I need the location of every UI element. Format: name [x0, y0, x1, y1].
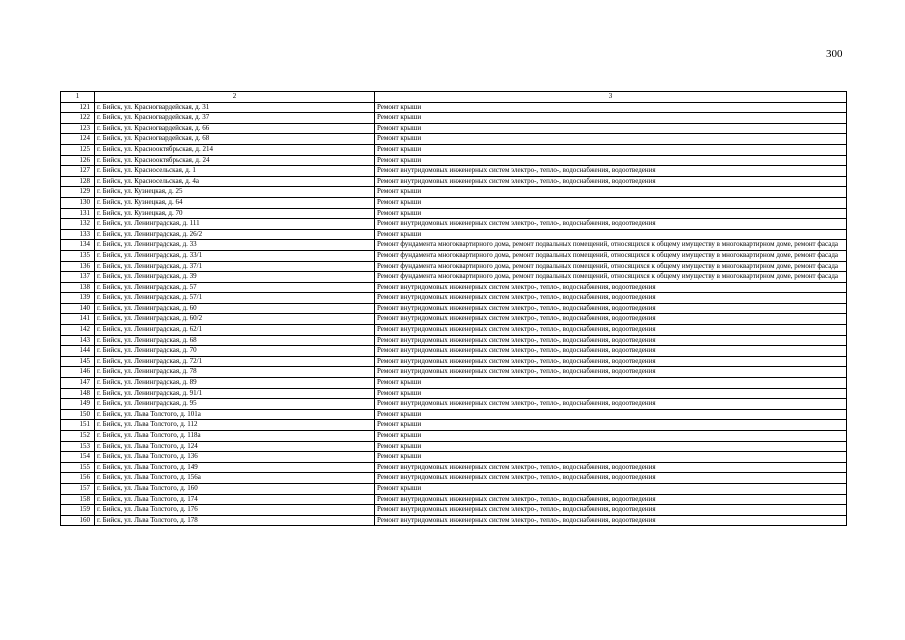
address-cell: г. Бийск, ул. Ленинградская, д. 33 — [95, 240, 375, 251]
table-row — [61, 325, 847, 336]
row-number-cell: 139 — [61, 293, 95, 304]
work-type-cell: Ремонт фундамента многоквартирного дома, ремонт подвальных помещений, относящихся к общему имуществу в многоквартирном доме, ремонт фасада — [375, 250, 847, 261]
row-number-cell: 133 — [61, 229, 95, 240]
header-row — [61, 92, 847, 103]
table-row — [61, 208, 847, 219]
page-number: 300 — [826, 48, 843, 60]
work-type-cell: Ремонт внутридомовых инженерных систем электро-, тепло-, водоснабжения, водоотведения — [375, 282, 847, 293]
work-type-cell: Ремонт крыши — [375, 452, 847, 463]
table-row — [61, 166, 847, 177]
address-cell: г. Бийск, ул. Ленинградская, д. 70 — [95, 346, 375, 357]
table-row — [61, 155, 847, 166]
table-row — [61, 303, 847, 314]
row-number-cell: 137 — [61, 272, 95, 283]
table-row — [61, 420, 847, 431]
address-cell: г. Бийск, ул. Льва Толстого, д. 160 — [95, 483, 375, 494]
row-number-cell: 160 — [61, 515, 95, 526]
work-type-cell: Ремонт внутридомовых инженерных систем электро-, тепло-, водоснабжения, водоотведения — [375, 505, 847, 516]
table-row — [61, 473, 847, 484]
work-type-cell: Ремонт фундамента многоквартирного дома, ремонт подвальных помещений, относящихся к общему имуществу в многоквартирном доме, ремонт фасада — [375, 240, 847, 251]
row-number-cell: 123 — [61, 123, 95, 134]
table-row — [61, 399, 847, 410]
table-row — [61, 144, 847, 155]
row-number-cell: 140 — [61, 303, 95, 314]
row-number-cell: 155 — [61, 462, 95, 473]
table-row — [61, 388, 847, 399]
address-cell: г. Бийск, ул. Красносельская, д. 1 — [95, 166, 375, 177]
table-row — [61, 219, 847, 230]
work-type-cell: Ремонт крыши — [375, 113, 847, 124]
row-number-cell: 146 — [61, 367, 95, 378]
table-row — [61, 282, 847, 293]
table-row — [61, 483, 847, 494]
table-row — [61, 134, 847, 145]
row-number-cell: 153 — [61, 441, 95, 452]
address-cell: г. Бийск, ул. Ленинградская, д. 60/2 — [95, 314, 375, 325]
row-number-cell: 132 — [61, 219, 95, 230]
row-number-cell: 145 — [61, 356, 95, 367]
work-type-cell: Ремонт внутридомовых инженерных систем электро-, тепло-, водоснабжения, водоотведения — [375, 303, 847, 314]
address-cell: г. Бийск, ул. Ленинградская, д. 26/2 — [95, 229, 375, 240]
table-row — [61, 505, 847, 516]
address-cell: г. Бийск, ул. Красносельская, д. 4а — [95, 176, 375, 187]
work-type-cell: Ремонт крыши — [375, 197, 847, 208]
address-cell: г. Бийск, ул. Ленинградская, д. 78 — [95, 367, 375, 378]
table-row — [61, 102, 847, 113]
table-row — [61, 441, 847, 452]
table-row — [61, 197, 847, 208]
row-number-cell: 141 — [61, 314, 95, 325]
row-number-cell: 149 — [61, 399, 95, 410]
work-type-cell: Ремонт внутридомовых инженерных систем электро-, тепло-, водоснабжения, водоотведения — [375, 346, 847, 357]
table-row — [61, 452, 847, 463]
table-row — [61, 240, 847, 251]
work-type-cell: Ремонт крыши — [375, 208, 847, 219]
row-number-cell: 147 — [61, 378, 95, 389]
row-number-cell: 138 — [61, 282, 95, 293]
address-cell: г. Бийск, ул. Ленинградская, д. 95 — [95, 399, 375, 410]
row-number-cell: 122 — [61, 113, 95, 124]
address-cell: г. Бийск, ул. Льва Толстого, д. 112 — [95, 420, 375, 431]
address-cell: г. Бийск, ул. Ленинградская, д. 62/1 — [95, 325, 375, 336]
header-col-number: 1 — [61, 92, 95, 103]
row-number-cell: 128 — [61, 176, 95, 187]
row-number-cell: 152 — [61, 431, 95, 442]
address-cell: г. Бийск, ул. Ленинградская, д. 33/1 — [95, 250, 375, 261]
work-type-cell: Ремонт внутридомовых инженерных систем электро-, тепло-, водоснабжения, водоотведения — [375, 515, 847, 526]
row-number-cell: 143 — [61, 335, 95, 346]
table-row — [61, 431, 847, 442]
table-row — [61, 494, 847, 505]
address-cell: г. Бийск, ул. Ленинградская, д. 68 — [95, 335, 375, 346]
table-row — [61, 229, 847, 240]
work-type-cell: Ремонт крыши — [375, 431, 847, 442]
work-type-cell: Ремонт внутридомовых инженерных систем электро-, тепло-, водоснабжения, водоотведения — [375, 335, 847, 346]
table-row — [61, 176, 847, 187]
table-row — [61, 261, 847, 272]
work-type-cell: Ремонт внутридомовых инженерных систем электро-, тепло-, водоснабжения, водоотведения — [375, 367, 847, 378]
row-number-cell: 124 — [61, 134, 95, 145]
address-cell: г. Бийск, ул. Ленинградская, д. 57/1 — [95, 293, 375, 304]
header-col-address: 2 — [95, 92, 375, 103]
address-cell: г. Бийск, ул. Красногвардейская, д. 68 — [95, 134, 375, 145]
row-number-cell: 142 — [61, 325, 95, 336]
row-number-cell: 156 — [61, 473, 95, 484]
address-cell: г. Бийск, ул. Льва Толстого, д. 118а — [95, 431, 375, 442]
work-type-cell: Ремонт фундамента многоквартирного дома, ремонт подвальных помещений, относящихся к общему имуществу в многоквартирном доме, ремонт фасада — [375, 261, 847, 272]
work-type-cell: Ремонт крыши — [375, 483, 847, 494]
row-number-cell: 154 — [61, 452, 95, 463]
row-number-cell: 131 — [61, 208, 95, 219]
address-cell: г. Бийск, ул. Кузнецкая, д. 64 — [95, 197, 375, 208]
address-cell: г. Бийск, ул. Льва Толстого, д. 136 — [95, 452, 375, 463]
work-type-cell: Ремонт внутридомовых инженерных систем электро-, тепло-, водоснабжения, водоотведения — [375, 462, 847, 473]
address-cell: г. Бийск, ул. Красногвардейская, д. 37 — [95, 113, 375, 124]
work-type-cell: Ремонт крыши — [375, 378, 847, 389]
address-cell: г. Бийск, ул. Краснооктябрьская, д. 24 — [95, 155, 375, 166]
work-type-cell: Ремонт внутридомовых инженерных систем электро-, тепло-, водоснабжения, водоотведения — [375, 219, 847, 230]
row-number-cell: 136 — [61, 261, 95, 272]
work-type-cell: Ремонт внутридомовых инженерных систем электро-, тепло-, водоснабжения, водоотведения — [375, 473, 847, 484]
table-header — [61, 92, 847, 103]
work-type-cell: Ремонт крыши — [375, 420, 847, 431]
work-type-cell: Ремонт крыши — [375, 102, 847, 113]
work-type-cell: Ремонт внутридомовых инженерных систем электро-, тепло-, водоснабжения, водоотведения — [375, 314, 847, 325]
work-type-cell: Ремонт внутридомовых инженерных систем электро-, тепло-, водоснабжения, водоотведения — [375, 399, 847, 410]
row-number-cell: 144 — [61, 346, 95, 357]
work-type-cell: Ремонт крыши — [375, 229, 847, 240]
table-row — [61, 250, 847, 261]
row-number-cell: 121 — [61, 102, 95, 113]
work-type-cell: Ремонт внутридомовых инженерных систем электро-, тепло-, водоснабжения, водоотведения — [375, 293, 847, 304]
table-row — [61, 367, 847, 378]
work-type-cell: Ремонт крыши — [375, 187, 847, 198]
table-row — [61, 378, 847, 389]
table-row — [61, 346, 847, 357]
work-type-cell: Ремонт внутридомовых инженерных систем электро-, тепло-, водоснабжения, водоотведения — [375, 166, 847, 177]
table-row — [61, 272, 847, 283]
table-row — [61, 462, 847, 473]
row-number-cell: 135 — [61, 250, 95, 261]
table-row — [61, 113, 847, 124]
work-type-cell: Ремонт внутридомовых инженерных систем электро-, тепло-, водоснабжения, водоотведения — [375, 356, 847, 367]
row-number-cell: 150 — [61, 409, 95, 420]
table-row — [61, 515, 847, 526]
table-row — [61, 409, 847, 420]
table-row — [61, 314, 847, 325]
repair-registry-table — [60, 91, 847, 526]
address-cell: г. Бийск, ул. Кузнецкая, д. 70 — [95, 208, 375, 219]
row-number-cell: 125 — [61, 144, 95, 155]
work-type-cell: Ремонт крыши — [375, 388, 847, 399]
address-cell: г. Бийск, ул. Кузнецкая, д. 25 — [95, 187, 375, 198]
address-cell: г. Бийск, ул. Льва Толстого, д. 124 — [95, 441, 375, 452]
address-cell: г. Бийск, ул. Льва Толстого, д. 178 — [95, 515, 375, 526]
table-row — [61, 187, 847, 198]
work-type-cell: Ремонт крыши — [375, 134, 847, 145]
address-cell: г. Бийск, ул. Ленинградская, д. 91/1 — [95, 388, 375, 399]
table-row — [61, 293, 847, 304]
work-type-cell: Ремонт крыши — [375, 155, 847, 166]
work-type-cell: Ремонт фундамента многоквартирного дома, ремонт подвальных помещений, относящихся к общему имуществу в многоквартирном доме, ремонт фасада — [375, 272, 847, 283]
header-col-work: 3 — [375, 92, 847, 103]
address-cell: г. Бийск, ул. Ленинградская, д. 89 — [95, 378, 375, 389]
row-number-cell: 158 — [61, 494, 95, 505]
work-type-cell: Ремонт крыши — [375, 409, 847, 420]
address-cell: г. Бийск, ул. Красногвардейская, д. 31 — [95, 102, 375, 113]
work-type-cell: Ремонт крыши — [375, 441, 847, 452]
row-number-cell: 157 — [61, 483, 95, 494]
address-cell: г. Бийск, ул. Льва Толстого, д. 101а — [95, 409, 375, 420]
work-type-cell: Ремонт внутридомовых инженерных систем электро-, тепло-, водоснабжения, водоотведения — [375, 325, 847, 336]
work-type-cell: Ремонт крыши — [375, 144, 847, 155]
row-number-cell: 126 — [61, 155, 95, 166]
work-type-cell: Ремонт внутридомовых инженерных систем электро-, тепло-, водоснабжения, водоотведения — [375, 176, 847, 187]
work-type-cell: Ремонт внутридомовых инженерных систем электро-, тепло-, водоснабжения, водоотведения — [375, 494, 847, 505]
row-number-cell: 127 — [61, 166, 95, 177]
table-row — [61, 123, 847, 134]
address-cell: г. Бийск, ул. Льва Толстого, д. 149 — [95, 462, 375, 473]
row-number-cell: 129 — [61, 187, 95, 198]
address-cell: г. Бийск, ул. Ленинградская, д. 60 — [95, 303, 375, 314]
address-cell: г. Бийск, ул. Ленинградская, д. 39 — [95, 272, 375, 283]
table-row — [61, 356, 847, 367]
address-cell: г. Бийск, ул. Ленинградская, д. 111 — [95, 219, 375, 230]
table-row — [61, 335, 847, 346]
row-number-cell: 151 — [61, 420, 95, 431]
address-cell: г. Бийск, ул. Льва Толстого, д. 156а — [95, 473, 375, 484]
table-body — [61, 102, 847, 526]
address-cell: г. Бийск, ул. Краснооктябрьская, д. 214 — [95, 144, 375, 155]
row-number-cell: 130 — [61, 197, 95, 208]
row-number-cell: 159 — [61, 505, 95, 516]
address-cell: г. Бийск, ул. Красногвардейская, д. 66 — [95, 123, 375, 134]
address-cell: г. Бийск, ул. Льва Толстого, д. 176 — [95, 505, 375, 516]
address-cell: г. Бийск, ул. Ленинградская, д. 72/1 — [95, 356, 375, 367]
work-type-cell: Ремонт крыши — [375, 123, 847, 134]
address-cell: г. Бийск, ул. Ленинградская, д. 37/1 — [95, 261, 375, 272]
row-number-cell: 134 — [61, 240, 95, 251]
address-cell: г. Бийск, ул. Льва Толстого, д. 174 — [95, 494, 375, 505]
row-number-cell: 148 — [61, 388, 95, 399]
address-cell: г. Бийск, ул. Ленинградская, д. 57 — [95, 282, 375, 293]
